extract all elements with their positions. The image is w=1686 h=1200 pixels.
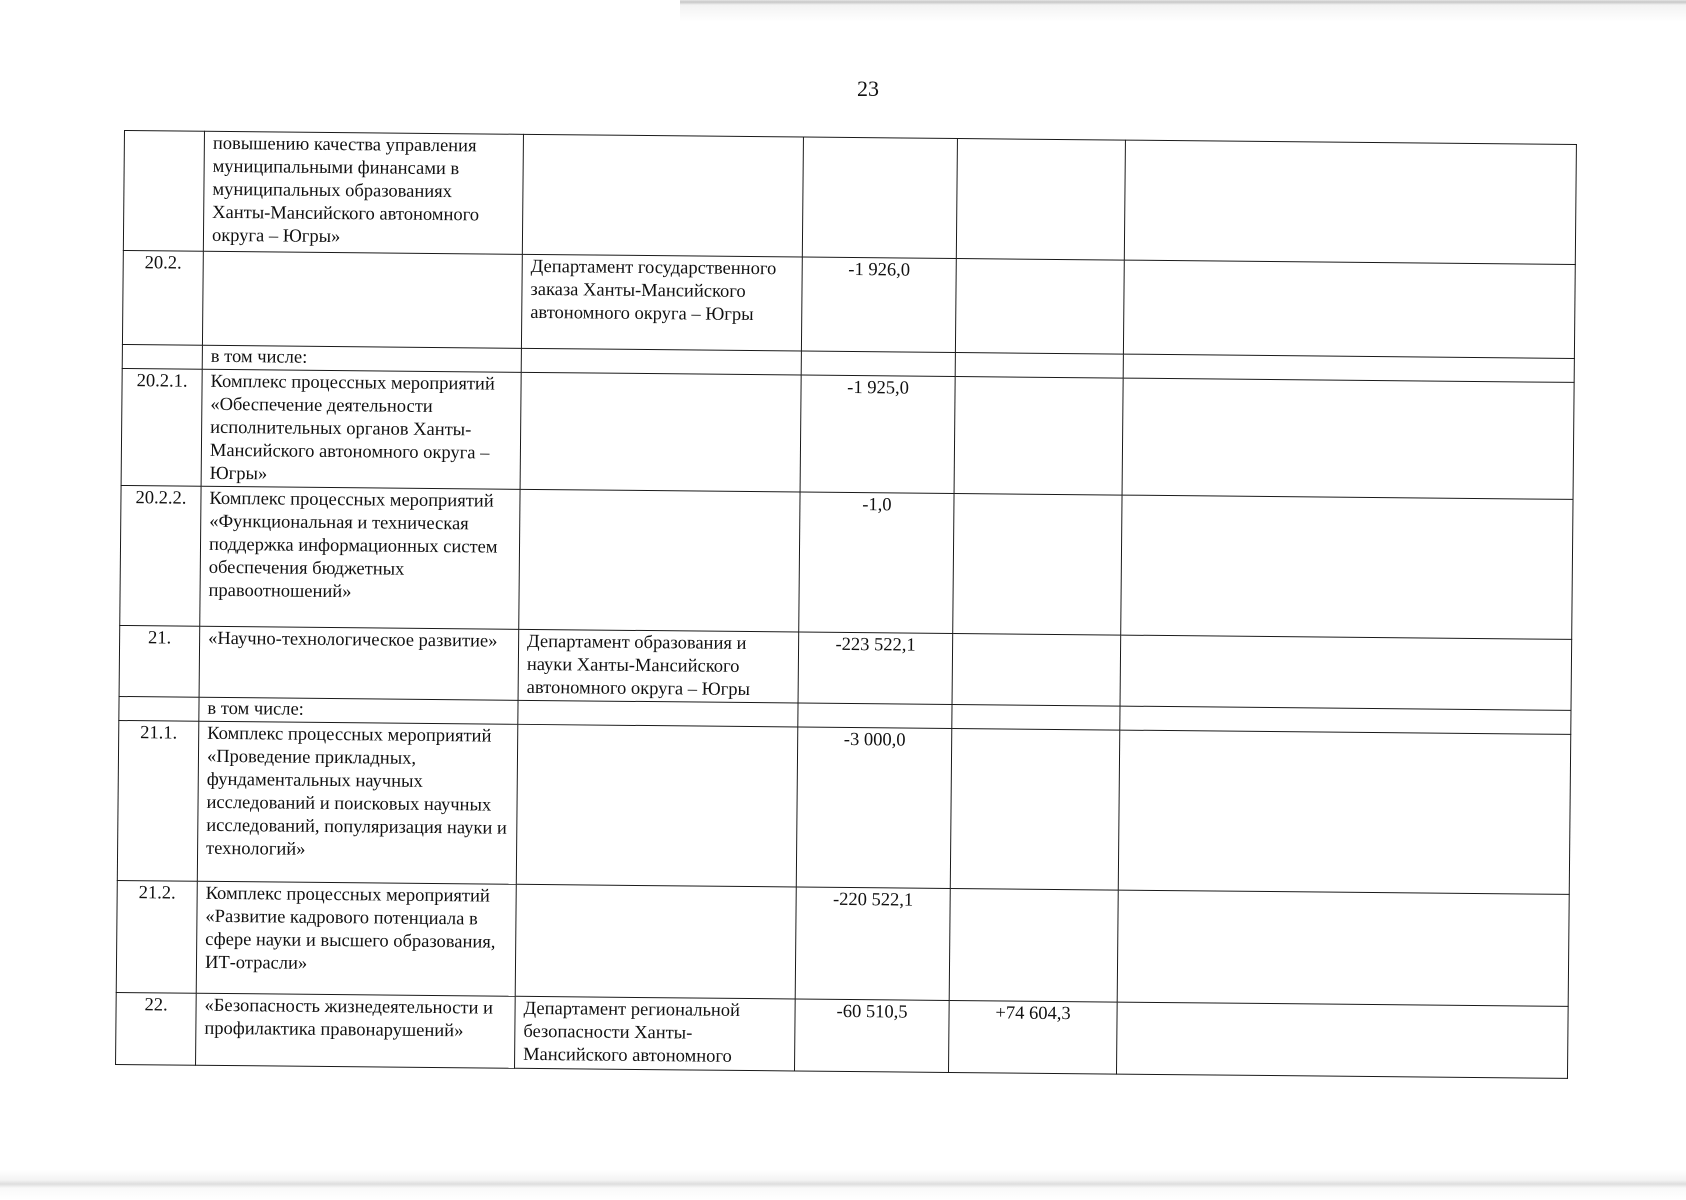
table-row — [120, 485, 1573, 639]
row-value-1: -220 522,1 — [795, 887, 950, 1000]
row-number: 21. — [119, 625, 200, 697]
row-value-1: -3 000,0 — [796, 727, 952, 888]
row-note — [1123, 260, 1575, 358]
row-value-2 — [955, 258, 1124, 354]
row-department — [522, 134, 803, 257]
row-department: Департамент региональной безопасности Ханты-Мансийского автономного — [515, 996, 796, 1071]
row-note — [1122, 378, 1574, 499]
table-row — [117, 720, 1570, 894]
row-note — [1117, 890, 1569, 1006]
row-name: «Научно-технологическое развитие» — [199, 626, 519, 700]
row-number — [123, 131, 204, 252]
table-row — [116, 880, 1569, 1006]
row-department: Департамент государственного заказа Ханты-Мансийского автономного округа – Югры — [521, 254, 802, 351]
row-value-2 — [954, 376, 1123, 495]
budget-table — [115, 130, 1577, 1079]
row-department: Департамент образования и науки Ханты-Мансийского автономного округа – Югры — [518, 629, 799, 703]
row-value-2 — [956, 139, 1125, 261]
row-value-1: -1 926,0 — [801, 257, 956, 352]
table-row — [121, 368, 1574, 499]
row-name: «Безопасность жизнедеятельности и профилактика правонарушений» — [196, 993, 516, 1068]
row-value-1: -223 522,1 — [798, 632, 953, 704]
row-name: Комплекс процессных мероприятий «Развитие кадрового потенциала в сфере науки и высшего образования, ИТ-отрасли» — [196, 881, 516, 996]
row-name: в том числе: — [202, 345, 521, 372]
page-number: 23 — [857, 76, 879, 101]
row-number: 20.2. — [122, 250, 203, 345]
row-value-1: -1 925,0 — [800, 375, 955, 493]
row-number: 20.2.2. — [120, 485, 201, 626]
row-number: 21.1. — [117, 720, 199, 881]
row-value-1 — [798, 703, 952, 728]
row-department — [519, 489, 800, 632]
document-sheet — [115, 130, 1576, 1079]
row-number: 22. — [116, 992, 197, 1065]
row-department — [515, 884, 796, 999]
row-name: в том числе: — [199, 697, 518, 724]
row-department — [521, 348, 801, 375]
scan-edge-bottom — [0, 1170, 1686, 1200]
row-name — [202, 251, 522, 348]
row-department — [518, 700, 798, 727]
row-value-1: -60 510,5 — [794, 999, 949, 1072]
row-note — [1118, 730, 1571, 894]
row-name: Комплекс процессных мероприятий «Проведение прикладных, фундаментальных научных исследований и поисковых научных исследований, популяризация науки и технологий» — [197, 721, 518, 884]
table-row — [122, 250, 1575, 358]
row-value-1 — [801, 351, 955, 376]
row-value-1: -1,0 — [799, 492, 954, 633]
row-note — [1120, 635, 1572, 710]
row-value-2 — [952, 704, 1120, 730]
row-number — [119, 696, 199, 721]
row-number: 20.2.1. — [121, 368, 202, 486]
row-value-2 — [953, 493, 1122, 635]
row-name: повышению качества управления муниципальными финансами в муниципальных образованиях Ханты-Мансийского автономного округа – Югры» — [203, 131, 523, 254]
table-row — [116, 992, 1569, 1078]
row-department — [520, 372, 801, 492]
row-department — [516, 724, 798, 887]
row-value-2 — [950, 728, 1120, 890]
scan-edge-top — [680, 0, 1686, 22]
row-value-2: +74 604,3 — [948, 1000, 1117, 1074]
row-value-2 — [949, 888, 1118, 1002]
row-value-2 — [955, 352, 1123, 378]
table-row — [123, 131, 1576, 265]
row-note — [1121, 495, 1573, 639]
row-name: Комплекс процессных мероприятий «Обеспечение деятельности исполнительных органов Ханты-Мансийского автономного округа – Югры» — [201, 369, 521, 489]
row-note — [1124, 140, 1576, 264]
row-number: 21.2. — [116, 880, 197, 993]
row-value-1 — [802, 137, 957, 258]
row-note — [1116, 1002, 1568, 1078]
row-number — [122, 344, 202, 369]
row-name: Комплекс процессных мероприятий «Функциональная и техническая поддержка информационных систем обеспечения бюджетных правоотношений» — [200, 486, 520, 629]
row-value-2 — [952, 633, 1121, 706]
